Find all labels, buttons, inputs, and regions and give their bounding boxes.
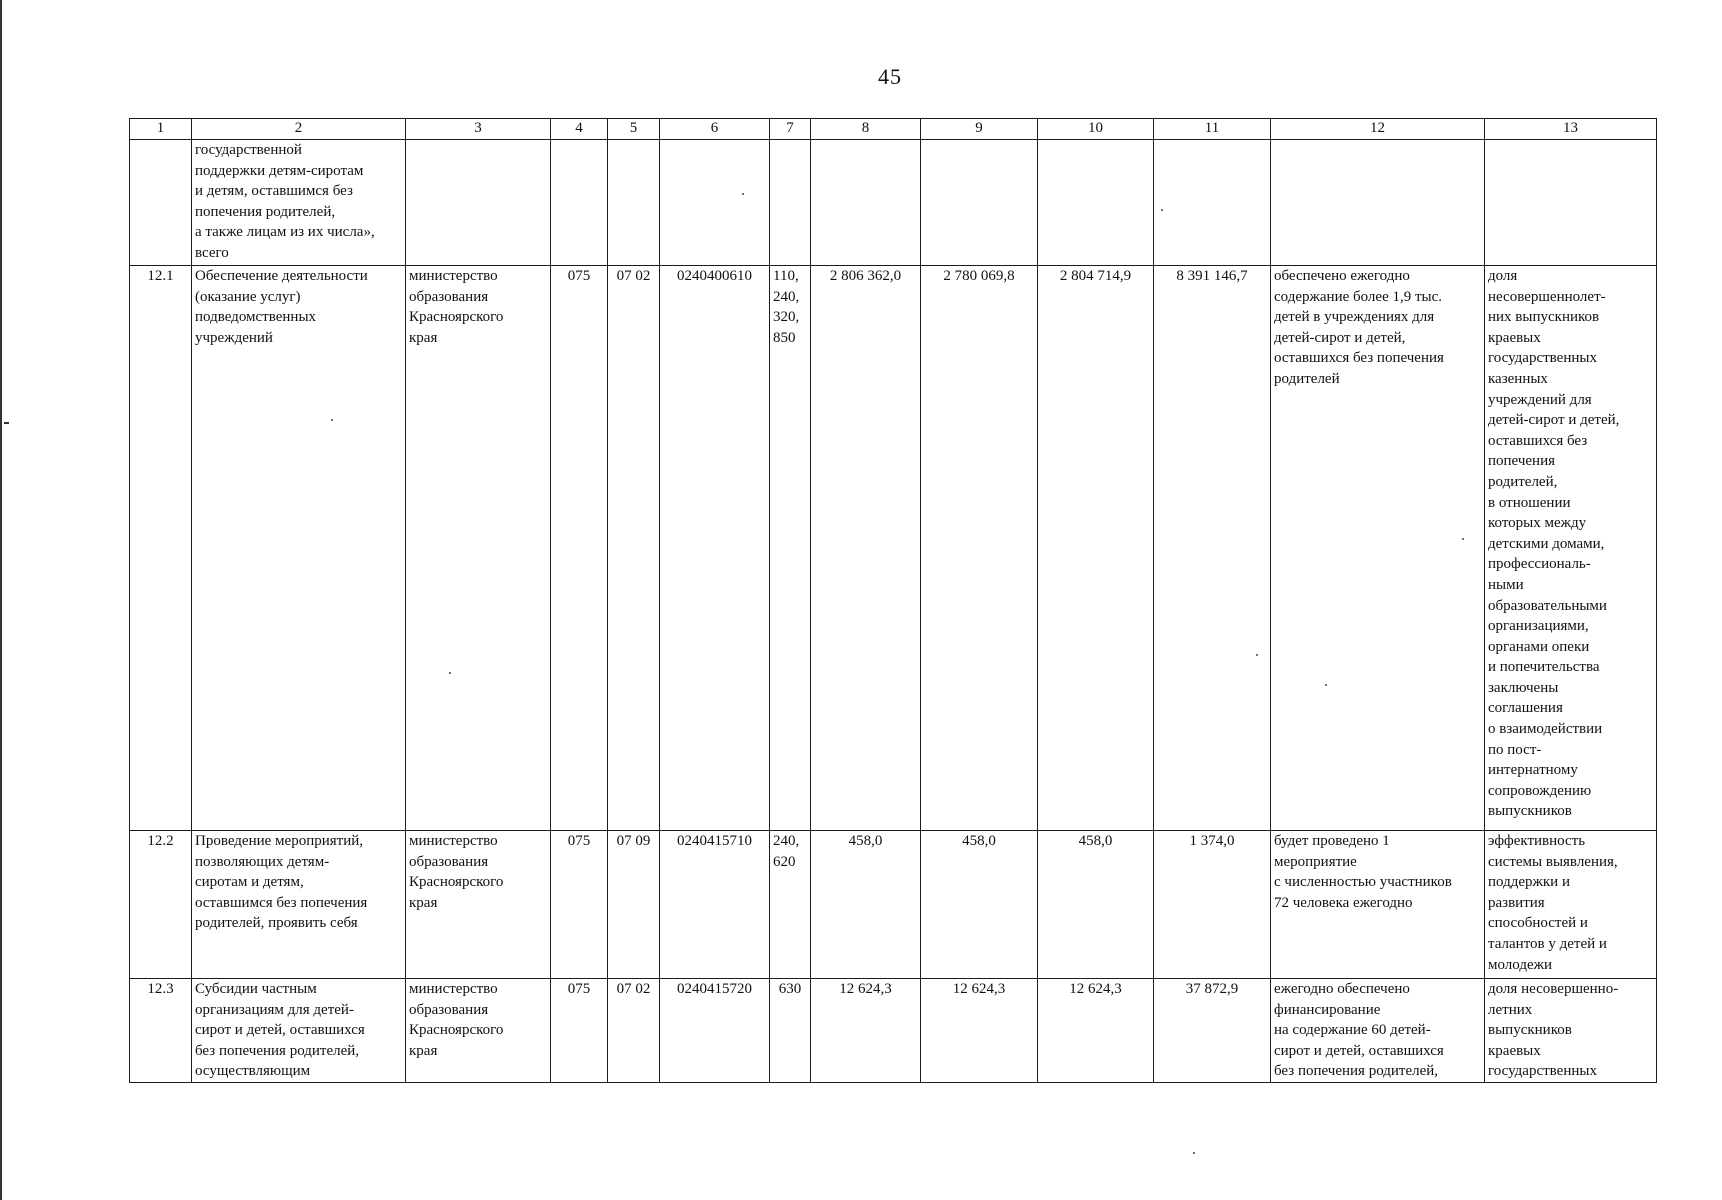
total-amount: 1 374,0: [1154, 831, 1271, 979]
activity-name: Проведение мероприятий, позволяющих детям- сиротам и детям, оставшимся без попечения родителей, проявить себя: [192, 831, 406, 979]
year3-amount: 12 624,3: [1038, 979, 1154, 1083]
scan-speck: [1325, 684, 1327, 686]
ministry: министерство образования Красноярского края: [406, 266, 551, 831]
year2-amount: 2 780 069,8: [921, 266, 1038, 831]
table-row: [130, 979, 1657, 1083]
col-header-13: 13: [1485, 119, 1657, 140]
year3-amount: 458,0: [1038, 831, 1154, 979]
col-header-5: 5: [608, 119, 660, 140]
csr-code: 0240415710: [660, 831, 770, 979]
grbs-code: 075: [551, 831, 608, 979]
table-row: [130, 266, 1657, 831]
continuation-row: [130, 140, 1657, 266]
scan-speck: [449, 672, 451, 674]
col-header-9: 9: [921, 119, 1038, 140]
grbs-code: 075: [551, 266, 608, 831]
ministry: министерство образования Красноярского края: [406, 979, 551, 1083]
vr-code: 110, 240, 320, 850: [770, 266, 811, 831]
col-header-3: 3: [406, 119, 551, 140]
header-row: [130, 119, 1657, 140]
csr-code: 0240400610: [660, 266, 770, 831]
row-number: 12.3: [130, 979, 192, 1083]
rzpr-code: 07 02: [608, 979, 660, 1083]
scan-speck: [1161, 209, 1163, 211]
year3-amount: 2 804 714,9: [1038, 266, 1154, 831]
expected-result: обеспечено ежегодно содержание более 1,9 тыс. детей в учреждениях для детей-сирот и детей, оставшихся без попечения родителей: [1271, 266, 1485, 831]
rzpr-code: 07 09: [608, 831, 660, 979]
col-header-11: 11: [1154, 119, 1271, 140]
year1-amount: 458,0: [811, 831, 921, 979]
indicator: доля несовершенно- летних выпускников краевых государственных: [1485, 979, 1657, 1083]
vr-code: 630: [770, 979, 811, 1083]
table-row: [130, 831, 1657, 979]
year1-amount: 12 624,3: [811, 979, 921, 1083]
col-header-8: 8: [811, 119, 921, 140]
budget-table: [129, 118, 1657, 1083]
grbs-code: 075: [551, 979, 608, 1083]
row-number: 12.2: [130, 831, 192, 979]
expected-result: будет проведено 1 мероприятие с численностью участников 72 человека ежегодно: [1271, 831, 1485, 979]
scan-speck: [1193, 1152, 1195, 1154]
expected-result: ежегодно обеспечено финансирование на содержание 60 детей- сирот и детей, оставшихся без попечения родителей,: [1271, 979, 1485, 1083]
total-amount: 37 872,9: [1154, 979, 1271, 1083]
row-number: 12.1: [130, 266, 192, 831]
continuation-name: государственной поддержки детям-сиротам и детям, оставшимся без попечения родителей, а также лицам из их числа», всего: [192, 140, 406, 266]
ministry: министерство образования Красноярского края: [406, 831, 551, 979]
col-header-6: 6: [660, 119, 770, 140]
col-header-2: 2: [192, 119, 406, 140]
col-header-1: 1: [130, 119, 192, 140]
year1-amount: 2 806 362,0: [811, 266, 921, 831]
scan-speck: [742, 193, 744, 195]
vr-code: 240, 620: [770, 831, 811, 979]
activity-name: Обеспечение деятельности (оказание услуг) подведомственных учреждений: [192, 266, 406, 831]
col-header-4: 4: [551, 119, 608, 140]
scan-edge: [0, 0, 2, 1200]
scan-mark: [4, 422, 9, 424]
year2-amount: 12 624,3: [921, 979, 1038, 1083]
col-header-7: 7: [770, 119, 811, 140]
col-header-10: 10: [1038, 119, 1154, 140]
year2-amount: 458,0: [921, 831, 1038, 979]
scan-speck: [331, 419, 333, 421]
indicator: доля несовершеннолет- них выпускников краевых государственных казенных учреждений для детей-сирот и детей, оставшихся без попечения родителей, в отношении которых между детскими домами, профессиональ- ными образовательными организациями, органами опеки и попечительства заключены соглашения о взаимодействии по пост- интернатному сопровождению выпускников: [1485, 266, 1657, 831]
activity-name: Субсидии частным организациям для детей- сирот и детей, оставшихся без попечения родителей, осуществляющим: [192, 979, 406, 1083]
scan-speck: [1462, 538, 1464, 540]
scan-speck: [1256, 654, 1258, 656]
csr-code: 0240415720: [660, 979, 770, 1083]
page-number: 45: [878, 64, 902, 89]
total-amount: 8 391 146,7: [1154, 266, 1271, 831]
indicator: эффективность системы выявления, поддержки и развития способностей и талантов у детей и молодежи: [1485, 831, 1657, 979]
col-header-12: 12: [1271, 119, 1485, 140]
rzpr-code: 07 02: [608, 266, 660, 831]
